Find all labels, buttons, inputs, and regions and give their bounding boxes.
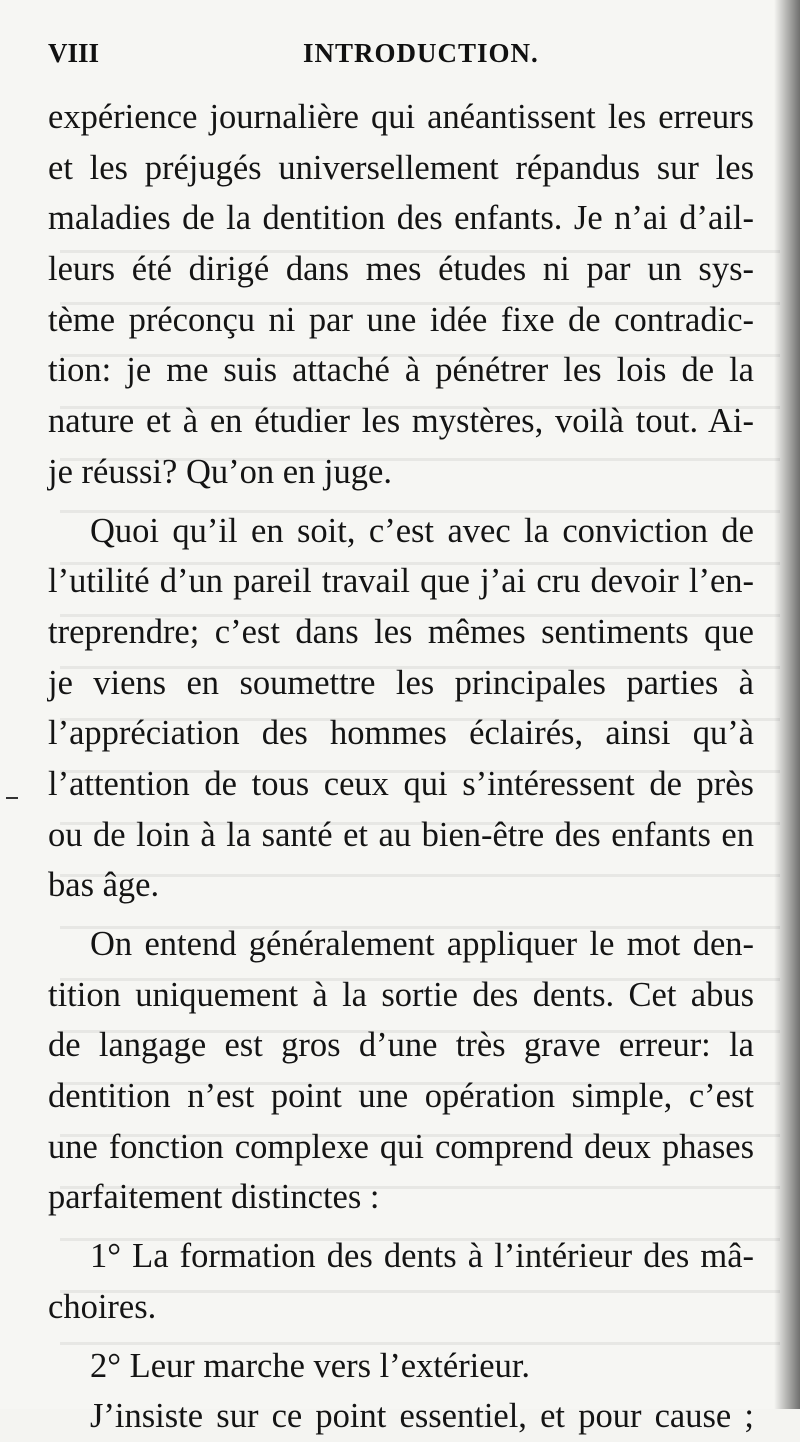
page-number: VIII — [48, 38, 100, 68]
text-line: nature et à en étudier les mystères, voilà tout. Ai- — [48, 402, 754, 441]
text-line: treprendre; c’est dans les mêmes sentiments que — [48, 612, 754, 651]
text-line: je viens en soumettre les principales parties à — [48, 663, 754, 702]
text-line: l’utilité d’un pareil travail que j’ai cru devoir l’en- — [48, 562, 754, 601]
text-line: Quoi qu’il en soit, c’est avec la conviction de — [90, 511, 754, 550]
body-text — [48, 92, 754, 1442]
text-line: bas âge. — [48, 866, 160, 905]
text-line: On entend généralement appliquer le mot den- — [90, 925, 754, 963]
text-line: et les préjugés universellement répandus sur les — [48, 148, 754, 187]
text-line: tion: je me suis attaché à pénétrer les lois de la — [48, 351, 754, 390]
text-line: de langage est gros d’une très grave erreur: la — [48, 1026, 754, 1065]
running-title: INTRODUCTION. — [303, 38, 539, 68]
text-line: leurs été dirigé dans mes études ni par un sys- — [48, 250, 754, 289]
text-line: ou de loin à la santé et au bien-être des enfants en — [48, 815, 754, 854]
text-line: tème préconçu ni par une idée fixe de contradic- — [48, 300, 754, 339]
text-line: dentition n’est point une opération simple, c’est — [48, 1077, 754, 1116]
running-head — [48, 38, 748, 78]
text-line: expérience journalière qui anéantissent les erreurs — [48, 98, 754, 136]
text-line: une fonction complexe qui comprend deux phases — [48, 1127, 754, 1166]
spine-shadow — [774, 0, 800, 1409]
text-line: parfaitement distinctes : — [48, 1178, 380, 1217]
text-line: maladies de la dentition des enfants. Je n’ai d’ail- — [48, 199, 754, 238]
text-line: l’attention de tous ceux qui s’intéressent de près — [48, 764, 754, 803]
text-line: tition uniquement à la sortie des dents. Cet abus — [48, 975, 754, 1014]
text-line: je réussi? Qu’on en juge. — [48, 452, 392, 491]
margin-mark — [6, 797, 18, 799]
list-item-line: 1° La formation des dents à l’intérieur des mâ- — [90, 1237, 754, 1276]
list-item-line: 2° Leur marche vers l’extérieur. — [90, 1346, 531, 1385]
text-line: J’insiste sur ce point essentiel, et pour cause ; — [90, 1397, 754, 1436]
list-item-line: choires. — [48, 1287, 157, 1326]
text-line: l’appréciation des hommes éclairés, ainsi qu’à — [48, 714, 754, 753]
